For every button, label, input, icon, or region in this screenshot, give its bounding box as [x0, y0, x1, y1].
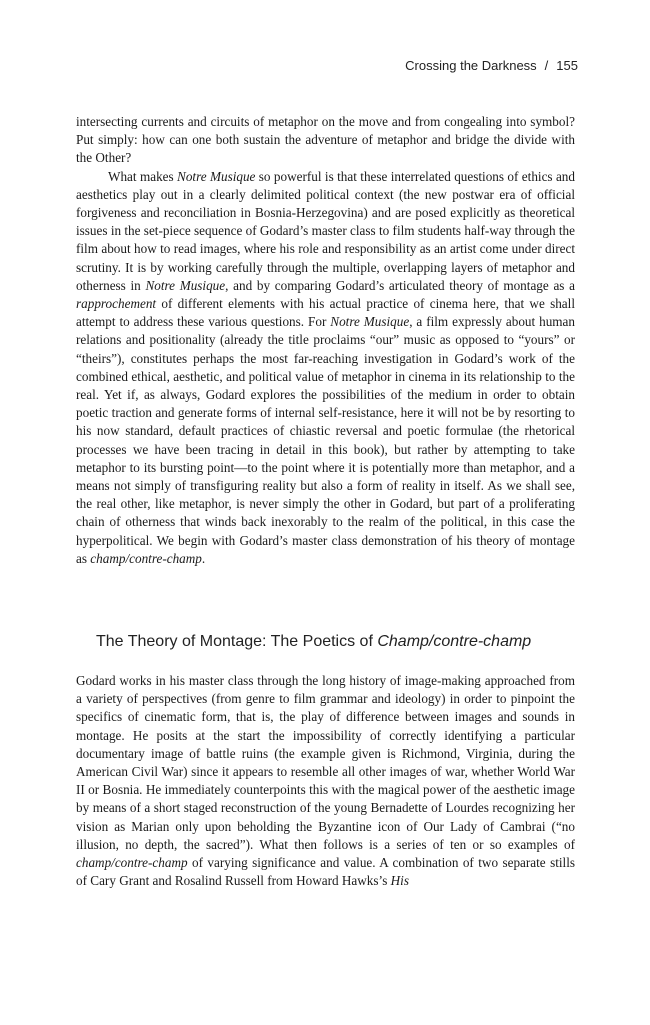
italic-title: Notre Musique [177, 168, 256, 184]
paragraph-master-class: Godard works in his master class through the long history of image-making approached from a variety of perspectives (from genre to film grammar and ideology) in order to pinpoint the specifics of cinematic form, that is, the play of difference between images and sounds in montage. He posits at the start the impossibility of correctly identifying a particular documentary image of battle ruins (the example given is Richmond, Virginia, during the American Civil War) since it appears to resemble all other images of war, whether World War II or Bosnia. He immediately counterpoints this with the magical power of the aesthetic image by means of a short staged reconstruction of the young Bernadette of Lourdes recognizing her vision as Marian only upon beholding the Byzantine icon of Our Lady of Cambrai (“no illusion, no depth, the sacred”). What then follows is a series of ten or so examples of champ/contre-champ of varying significance and value. A combination of two separate stills of Cary Grant and Rosalind Russell from Howard Hawks’s His [76, 673, 575, 889]
italic-title: Notre Musique [145, 277, 226, 293]
running-head-separator: / [544, 58, 549, 73]
italic-title: Notre Musique [330, 314, 410, 330]
running-head-title: Crossing the Darkness [405, 58, 537, 73]
page-number: 155 [556, 58, 578, 73]
paragraph-notre-musique: What makes Notre Musique so powerful is that these interrelated questions of ethics and aesthetics play out in a clearly delimited political context (the new postwar era of official forgiveness and reconciliation in Bosnia-Herzegovina) and are posed explicitly as theoretical issues in the set-piece sequence of Godard’s master class to film students half-way through the film about how to read images, where his role and responsibility as an artist come under direct scrutiny. It is by working carefully through the multiple, overlapping layers of metaphor and otherness in Notre Musique, and by comparing Godard’s articulated theory of montage as a rapprochement of different elements with his actual practice of cinema here, that we shall attempt to address these various questions. For Notre Musique, a film expressly about human relations and positionality (already the title proclaims “our” music as opposed to “yours” or “theirs”), constitutes perhaps the most far-reaching investigation in Godard’s work of the combined ethical, aesthetic, and political value of metaphor in cinema in its relationship to the real. Yet if, as always, Godard explores the possibilities of the medium in order to obtain poetic traction and generate forms of internal self-resistance, here it will not be by resorting to his now standard, default practices of chiastic reversal and poetic formulae (the rhetorical processes we have been tracing in detail in this book), but rather by attempting to take metaphor to its bursting point—to the point where it is potentially more than metaphor, and a means not simply of transfiguring reality but also a form of reality in itself. As we shall see, the real other, like metaphor, is never simply the other in Godard, but part of a proliferating chain of otherness that winds back inexorably to the realm of the political, in this case the hyperpolitical. We begin with Godard’s master class demonstration of his theory of montage as champ/contre-champ. [76, 168, 575, 566]
section-heading: The Theory of Montage: The Poetics of Champ/contre-champ [96, 633, 532, 650]
italic-term: champ/contre-champ [76, 855, 188, 871]
italic-term: champ/contre-champ [90, 550, 202, 566]
italic-title: His [390, 873, 409, 889]
paragraph-continued: intersecting currents and circuits of metaphor on the move and from congealing into symbol? Put simply: how can one both sustain the adventure of metaphor and bridge the divide with the Other? [76, 114, 575, 166]
body-text-upper [76, 113, 575, 568]
body-text-lower [76, 672, 575, 890]
running-head [405, 58, 578, 73]
italic-term: rapprochement [76, 296, 157, 312]
